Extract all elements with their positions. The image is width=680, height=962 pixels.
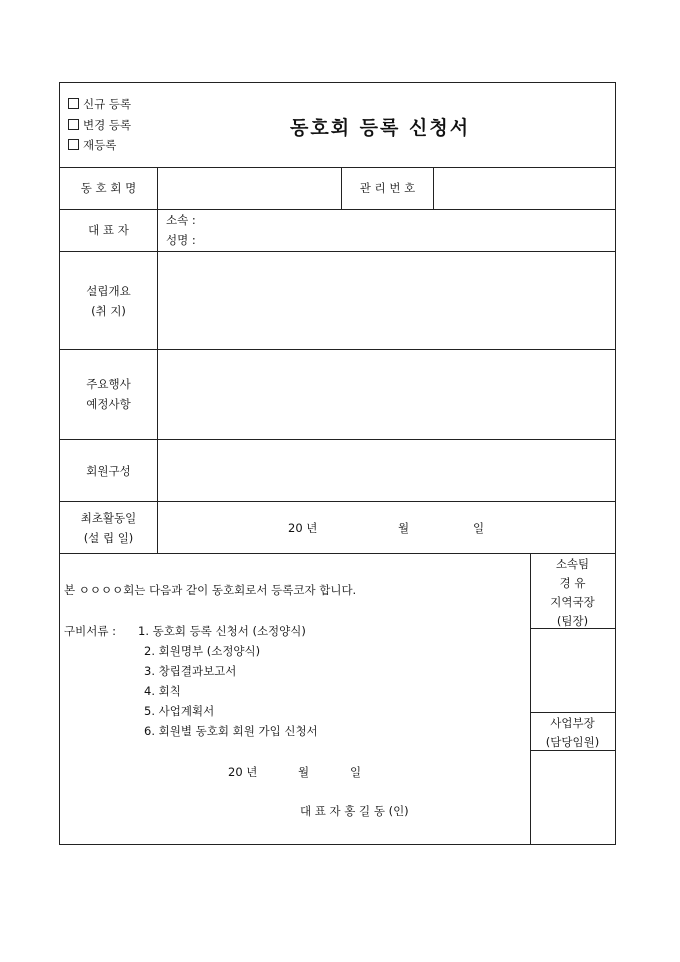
- first-activity-sublabel: (설 립 일): [83, 531, 134, 545]
- members-field[interactable]: [158, 440, 615, 501]
- first-activity-month: 월: [398, 521, 410, 535]
- documents-prefix: 구비서류 :: [64, 624, 116, 638]
- date-year: 20 년: [228, 765, 258, 779]
- members-label: 회원구성: [86, 464, 131, 478]
- row-divider: [60, 209, 615, 210]
- document-item: 3. 창립결과보고서: [144, 664, 237, 678]
- routing-divider: [530, 712, 615, 713]
- registration-form: [59, 82, 616, 845]
- document-item: 4. 회칙: [144, 684, 181, 698]
- representative-field[interactable]: [210, 211, 610, 249]
- events-sublabel: 예정사항: [86, 397, 131, 411]
- representative-label: 대 표 자: [88, 223, 129, 237]
- first-activity-year: 20 년: [288, 521, 318, 535]
- first-activity-label: 최초활동일: [80, 511, 137, 525]
- routing-via-label: 경 유: [559, 576, 586, 590]
- name-label: 성명 :: [166, 233, 196, 247]
- club-name-label: 동 호 회 명: [80, 181, 137, 195]
- checkbox-icon[interactable]: [68, 139, 79, 150]
- checkbox-icon[interactable]: [68, 98, 79, 109]
- document-item: 2. 회원명부 (소정양식): [144, 644, 261, 658]
- row-divider: [60, 501, 615, 502]
- checkbox-change[interactable]: 변경 등록: [68, 118, 131, 132]
- purpose-field[interactable]: [158, 252, 615, 349]
- date-month: 월: [298, 765, 310, 779]
- management-number-field[interactable]: [434, 168, 615, 209]
- events-label: 주요행사: [86, 377, 131, 391]
- management-number-label: 관 리 번 호: [359, 181, 416, 195]
- director-approval-box[interactable]: [531, 629, 615, 712]
- document-item: 5. 사업계획서: [144, 704, 215, 718]
- routing-director-label: 지역국장: [550, 595, 595, 609]
- document-item: 1. 동호회 등록 신청서 (소정양식): [138, 624, 306, 638]
- checkbox-icon[interactable]: [68, 119, 79, 130]
- first-activity-day: 일: [473, 521, 485, 535]
- document-item: 6. 회원별 동호회 회원 가입 신청서: [144, 724, 318, 738]
- checkbox-reregister[interactable]: 재등록: [68, 138, 116, 152]
- manager-approval-box[interactable]: [531, 751, 615, 844]
- signature-line: 대 표 자 홍 길 동 (인): [300, 804, 409, 818]
- declaration-statement: 본 ㅇㅇㅇㅇ회는 다음과 같이 동호회로서 등록코자 합니다.: [64, 583, 357, 597]
- row-divider: [60, 553, 615, 554]
- checkbox-new[interactable]: 신규 등록: [68, 97, 131, 111]
- routing-manager-sublabel: (담당임원): [545, 735, 600, 749]
- form-title: 동호회 등록 신청서: [290, 117, 471, 139]
- events-field[interactable]: [158, 350, 615, 439]
- routing-team-label: 소속팀: [555, 557, 590, 571]
- routing-director-sublabel: (팀장): [556, 614, 589, 628]
- purpose-sublabel: (취 지): [91, 304, 126, 318]
- affiliation-label: 소속 :: [166, 213, 196, 227]
- purpose-label: 설립개요: [86, 284, 131, 298]
- routing-manager-label: 사업부장: [550, 716, 595, 730]
- club-name-field[interactable]: [158, 168, 341, 209]
- date-day: 일: [350, 765, 362, 779]
